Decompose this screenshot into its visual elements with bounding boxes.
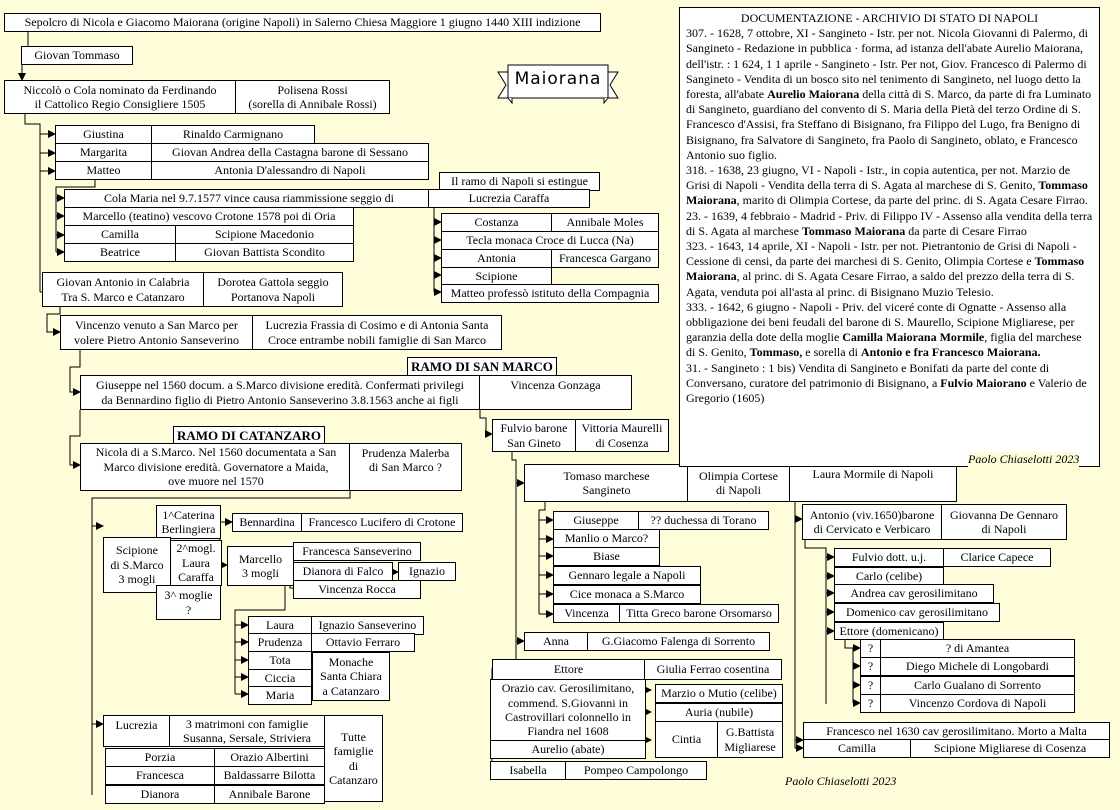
- longobardi-box: Diego Michele di Longobardi: [880, 657, 1075, 676]
- banner-text: Maiorana: [514, 69, 602, 89]
- signature-top: Paolo Chiaselotti 2023: [968, 452, 1080, 466]
- carlo-box: Carlo (celibe): [834, 567, 944, 586]
- tomaso-box: Tomaso marchese Sangineto: [524, 464, 689, 502]
- gualano-box: Carlo Gualano di Sorrento: [880, 676, 1075, 695]
- tota-box: Tota: [248, 651, 312, 670]
- camilla1-box: Camilla: [64, 225, 176, 244]
- sepolcro-box: Sepolcro di Nicola e Giacomo Maiorana (origine Napoli) in Salerno Chiesa Maggiore 1 giugno 1440 XIII indizione: [4, 13, 601, 32]
- antonia1-box: Antonia: [441, 249, 552, 268]
- de-gennaro-box: Giovanna De Gennaro di Napoli: [941, 504, 1067, 540]
- tecla-box: Tecla monaca Croce di Lucca (Na): [441, 231, 659, 250]
- matteo-box: Matteo: [55, 161, 152, 180]
- lucrezia-frassia-box: Lucrezia Frassia di Cosimo e di Antonia Santa Croce entrambe nobili famiglie di San Marco: [252, 315, 502, 350]
- ignazio-s-box: Ignazio Sanseverino: [311, 616, 424, 635]
- lucifero-box: Francesco Lucifero di Crotone: [301, 513, 463, 532]
- lucrezia-caraffa-box: Lucrezia Caraffa: [428, 189, 590, 208]
- giovan-tommaso-box: Giovan Tommaso: [21, 46, 133, 65]
- polisena-box: Polisena Rossi (sorella di Annibale Rossi): [235, 80, 390, 114]
- ramo-san-marco-heading: RAMO DI SAN MARCO: [407, 357, 557, 376]
- signature-bottom: Paolo Chiaselotti 2023: [785, 774, 897, 788]
- barone-box: Annibale Barone: [214, 785, 325, 804]
- ferraro-box: Ottavio Ferraro: [311, 633, 415, 652]
- domenico-box: Domenico cav gerosilimitano: [834, 603, 1000, 622]
- gennaro-box: Gennaro legale a Napoli: [553, 566, 701, 585]
- documentation-panel: [679, 7, 1100, 467]
- lucrezia2-box: Lucrezia: [103, 715, 170, 747]
- doc-entry-31: 31. - Sangineto : 1 bis) Vendita di Sangineto e Bonifati da parte del conte di Conversano, curatore del patrimonio di Bisignano, a Fulvio Maiorano e Valerio de Gregorio (1605): [686, 360, 1087, 406]
- titta-box: Titta Greco barone Orsomarso: [619, 604, 779, 623]
- doc-entry-318: 318. - 1638, 23 giugno, VI - Napoli - Istr., in copia autentica, per not. Marzio de Grisi di Napoli - Vendita della terra di S. Agata al marchese di S. Genito, Tommaso Maiorana, marito di Olimpia Cortese, da parte del princ. di S. Agata Cesare Firrao.: [686, 163, 1088, 208]
- fulvio-box: Fulvio barone San Gineto: [492, 419, 576, 452]
- orazio-box: Orazio cav. Gerosilimitano, commend. S.Giovanni in Castrovillari colonnello in Fiandra nel 1608: [490, 679, 646, 741]
- niccolo-box: Niccolò o Cola nominato da Ferdinando il Cattolico Regio Consigliere 1505: [4, 80, 236, 114]
- ciccia-box: Ciccia: [248, 669, 312, 688]
- margarita-box: Margarita: [55, 143, 152, 162]
- maurelli-box: Vittoria Maurelli di Cosenza: [575, 419, 669, 452]
- giuseppe1560-box: Giuseppe nel 1560 docum. a S.Marco divisione eredità. Confermati privilegi da Bennardino figlio di Pietro Antonio Sanseverino 3.8.1563 anche ai figli: [80, 375, 480, 410]
- marcello-teatino-box: Marcello (teatino) vescovo Crotone 1578 poi di Oria: [64, 207, 354, 226]
- porzia-box: Porzia: [105, 748, 215, 767]
- antonio-box: Antonio (viv.1650)barone di Cervicato e Verbicaro: [802, 504, 942, 540]
- doc-entry-23: 23. - 1639, 4 febbraio - Madrid - Priv. di Filippo IV - Assenso alla vendita della terra di S. Agata al marchese Tommaso Maiorana da parte di Cesare Firrao: [686, 208, 1093, 238]
- maria-box: Maria: [248, 686, 312, 705]
- q4-box: ?: [860, 694, 881, 713]
- prudenza-box: Prudenza: [248, 633, 312, 652]
- q1-box: ?: [860, 639, 881, 658]
- olimpia-box: Olimpia Cortese di Napoli: [687, 464, 790, 502]
- biase-box: Biase: [553, 547, 660, 566]
- ettore-dom-box: Ettore (domenicano): [834, 622, 944, 640]
- caterina-box: 1^Caterina Berlingiera: [156, 505, 221, 539]
- sanseverino-f-box: Francesca Sanseverino: [293, 542, 421, 561]
- rinaldo-box: Rinaldo Carmignano: [151, 125, 315, 144]
- moles-box: Annibale Moles: [551, 213, 659, 232]
- doc-entry-307: 307. - 1628, 7 ottobre, XI - Sangineto - Istr. per not. Nicola Giovanni di Palermo, di Sangineto - Redazione in pubblica · forma, ad istanza dell'abate Aurelio Maiorana, dell'istr. : 1 624, 1 1 aprile - Sangineto - Istr. Per not, Giov. Francesco di Palermo di Sangineto - Vendita di un bosco sito nel tenimento di Sangineto, nel luogo detto la foresta, all'abate Aurelio Maiorana della città di S. Marco, da parte di fra Luminato di Sangineto, guardiano del convento di S. Maria della Pietà del terzo Ordine di S. Francesco d'Assisi, fra Steffano di Bisignano, fra Filippo del Lugo, fra Benigno di Bisignano, fra Salvatore di Sangineto, fra Paolo di Sangineto, oblato, e Francesco Antonio suo figlio.: [686, 26, 1092, 162]
- cola-maria-box: Cola Maria nel 9.7.1577 vince causa riammissione seggio di: [64, 189, 434, 208]
- andrea-box: Andrea cav gerosilimitano: [834, 584, 994, 603]
- cice-box: Cice monaca a S.Marco: [553, 585, 701, 604]
- giuseppe2-box: Giuseppe: [553, 511, 639, 530]
- gonzaga-box: Vincenza Gonzaga: [479, 375, 632, 410]
- camilla2-box: Camilla: [803, 739, 911, 758]
- gargano-box: Francesca Gargano: [551, 249, 659, 268]
- ettore-box: Ettore: [492, 659, 645, 680]
- francesca-box: Francesca: [105, 766, 215, 785]
- ramo-catanzaro-heading: RAMO DI CATANZARO: [173, 426, 325, 445]
- amantea-box: ? di Amantea: [880, 639, 1075, 658]
- scipione1-box: Scipione: [441, 267, 552, 286]
- documentation-title: DOCUMENTAZIONE - ARCHIVIO DI STATO DI NAPOLI: [740, 11, 1039, 25]
- vincenzo-box: Vincenzo venuto a San Marco per volere Pietro Antonio Sanseverino: [60, 315, 253, 350]
- dorotea-box: Dorotea Gattola seggio Portanova Napoli: [203, 272, 343, 307]
- macedonio-box: Scipione Macedonio: [175, 225, 354, 244]
- laura-caraffa-box: 2^mogl. Laura Caraffa: [170, 540, 222, 586]
- castagna-box: Giovan Andrea della Castagna barone di Sessano: [151, 143, 429, 162]
- francesco1630-box: Francesco nel 1630 cav gerosilimitano. Morto a Malta: [803, 722, 1110, 741]
- tutte-box: Tutte famiglie di Catanzaro: [324, 715, 383, 802]
- marzio-box: Marzio o Mutio (celibe): [655, 684, 783, 703]
- tre-matrimoni-box: 3 matrimoni con famiglie Susanna, Sersale, Striviera: [169, 715, 325, 747]
- scondito-box: Giovan Battista Scondito: [175, 243, 354, 262]
- matteo2-box: Matteo professò istituto della Compagnia: [441, 284, 659, 303]
- cintia-box: Cintia: [655, 721, 718, 758]
- dalessandro-box: Antonia D'alessandro di Napoli: [151, 161, 429, 180]
- albertini-box: Orazio Albertini: [214, 748, 325, 767]
- laura-box: Laura: [248, 616, 312, 635]
- beatrice-box: Beatrice: [64, 243, 176, 262]
- scipione-smarco-box: Scipione di S.Marco 3 mogli: [103, 537, 171, 593]
- auria-box: Auria (nubile): [655, 703, 783, 722]
- ignazio-box: Ignazio: [398, 562, 456, 581]
- anna-box: Anna: [524, 632, 588, 651]
- migliarese2-box: G.Battista Migliarese: [717, 721, 783, 758]
- q2-box: ?: [860, 657, 881, 676]
- dianora-falco-box: Dianora di Falco: [293, 562, 393, 581]
- falenga-box: G.Giacomo Falenga di Sorrento: [587, 632, 770, 651]
- monache-box: Monache Santa Chiara a Catanzaro: [312, 652, 390, 701]
- dianora-box: Dianora: [105, 785, 215, 804]
- q3-box: ?: [860, 676, 881, 695]
- giovan-antonio-box: Giovan Antonio in Calabria Tra S. Marco e Catanzaro: [42, 272, 204, 307]
- capece-box: Clarice Capece: [943, 548, 1051, 567]
- terza-moglie-box: 3^ moglie ?: [156, 585, 221, 620]
- vincenza-box: Vincenza: [553, 604, 620, 623]
- campolongo-box: Pompeo Campolongo: [565, 761, 707, 780]
- ramo-napoli-note: Il ramo di Napoli si estingue: [439, 172, 600, 191]
- doc-entry-323: 323. - 1643, 14 aprile, XI - Napoli - Istr. per not. Pietrantonio de Grisi di Napoli - Cessione di censi, da parte dei marchesi di S. Genito, Olimpia Cortese e Tommaso Maiorana, al princ. di S. Agata Cesare Firrao, a saldo del prezzo della terra di S. Agata, venduta poi all'asta al princ. di Bisignano Muzio Telesio.: [686, 239, 1085, 299]
- migliarese1-box: Scipione Migliarese di Cosenza: [910, 739, 1110, 758]
- bennardina-box: Bennardina: [232, 513, 302, 532]
- marcello3-box: Marcello 3 mogli: [227, 546, 294, 586]
- torano-box: ?? duchessa di Torano: [638, 511, 769, 530]
- fulvio-dott-box: Fulvio dott. u.j.: [834, 548, 944, 567]
- aurelio-box: Aurelio (abate): [490, 740, 646, 759]
- manlio-box: Manlio o Marco?: [553, 529, 660, 548]
- malerba-box: Prudenza Malerba di San Marco ?: [349, 443, 462, 491]
- cordova-box: Vincenzo Cordova di Napoli: [880, 694, 1075, 713]
- laura-mormile-box: Laura Mormile di Napoli: [789, 464, 957, 502]
- doc-entry-333: 333. - 1642, 6 giugno - Napoli - Priv. del viceré conte di Ognatte - Assenso alla obbligazione dei beni feudali del barone di S. Maurello, Scipione Migliarese, per garanzia della dote della moglie Camilla Maiorana Mormile, figlia del marchese di S. Genito, Tommaso, e sorella di Antonio e fra Francesco Maiorana.: [686, 299, 1082, 360]
- ferrao-box: Giulia Ferrao cosentina: [644, 659, 782, 680]
- nicola-box: Nicola di a S.Marco. Nel 1560 documentata a San Marco divisione eredità. Governatore a Maida, ove muore nel 1570: [80, 443, 352, 491]
- bilotta-box: Baldassarre Bilotta: [214, 766, 325, 785]
- rocca-box: Vincenza Rocca: [293, 580, 421, 599]
- costanza-box: Costanza: [441, 213, 552, 232]
- giustina-box: Giustina: [55, 125, 152, 144]
- isabella-box: Isabella: [490, 761, 566, 780]
